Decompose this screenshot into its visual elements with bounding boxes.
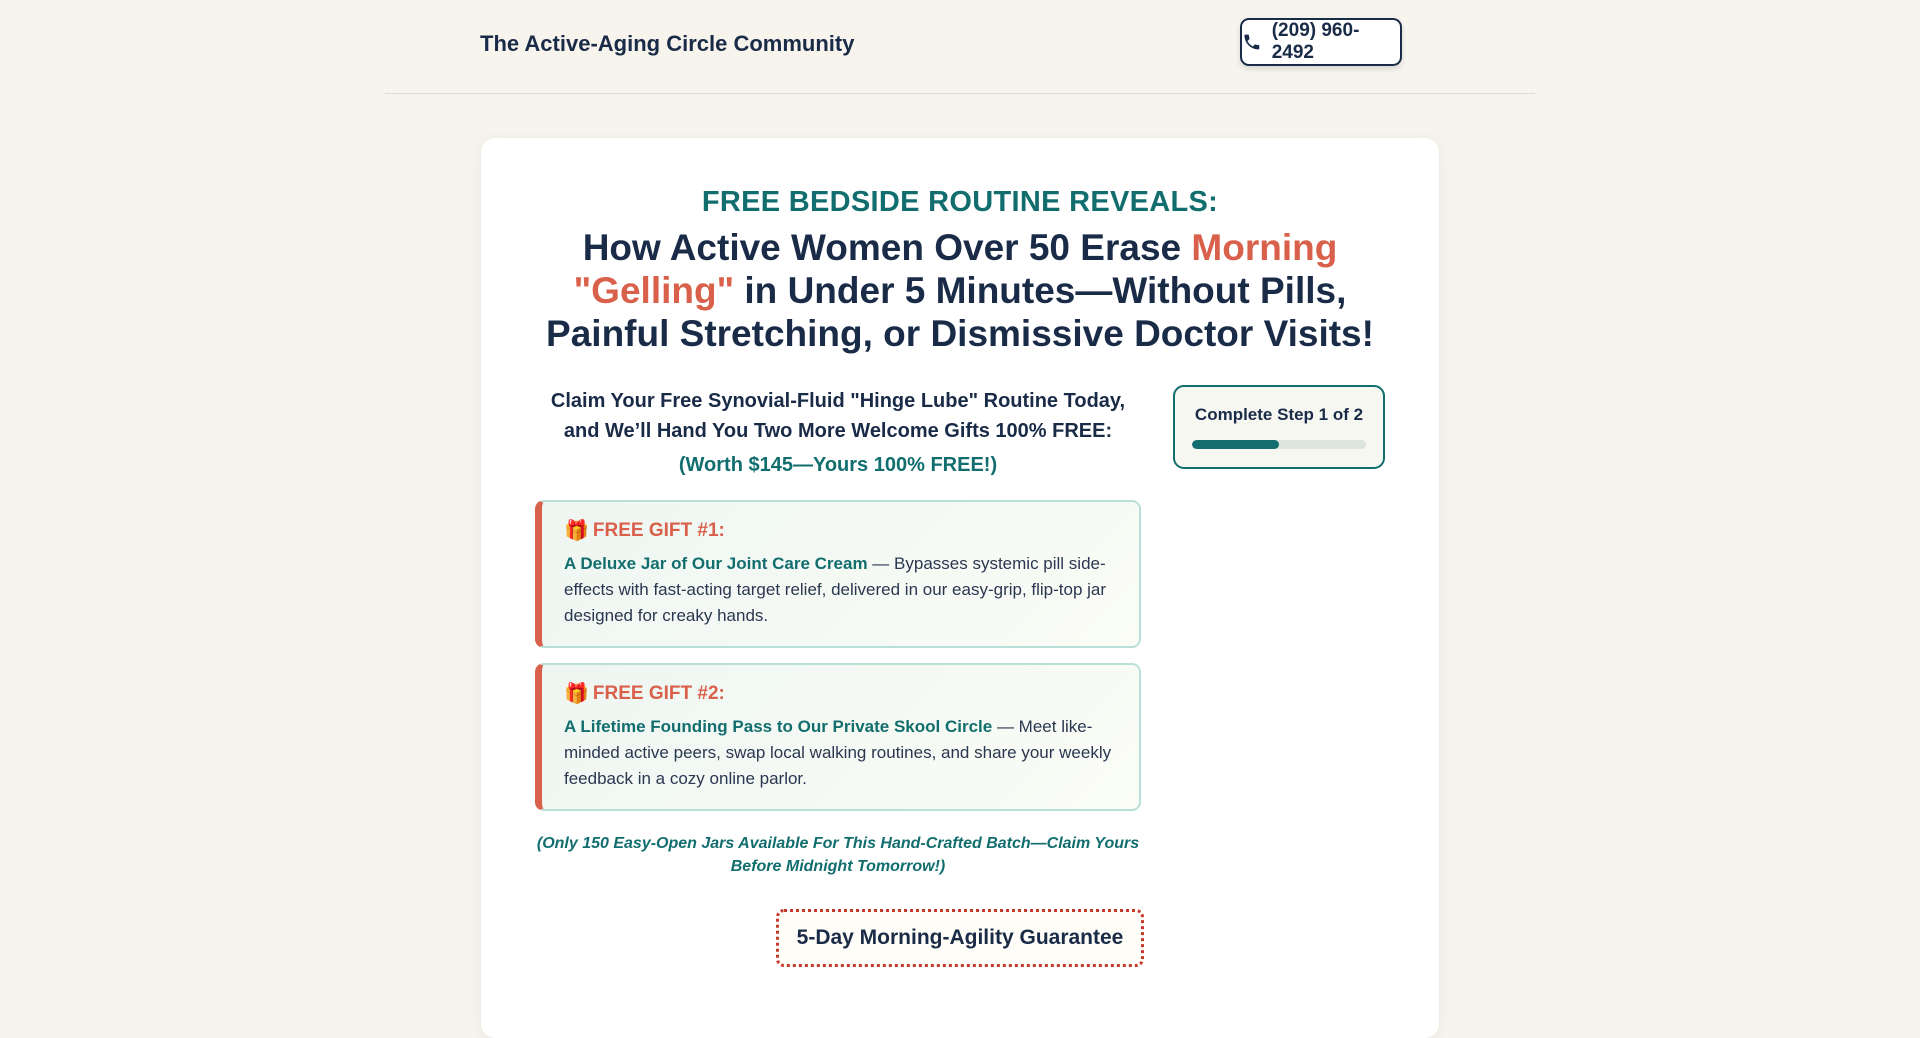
brand-name: The Active-Aging Circle Community [480, 31, 855, 56]
progress-widget [1173, 385, 1385, 469]
gift-body-2 [564, 714, 1113, 792]
gift-card-1 [535, 500, 1141, 648]
scarcity-note: (Only 150 Easy-Open Jars Available For This Hand-Crafted Batch—Claim Yours Before Midnight Tomorrow!) [536, 835, 1140, 875]
gift-body-1 [564, 551, 1113, 629]
gift-icon: 🎁 [564, 520, 589, 542]
offer-card [481, 138, 1439, 1038]
guarantee-badge: 5-Day Morning-Agility Guarantee [776, 909, 1144, 967]
phone-icon [1242, 32, 1262, 52]
headline-highlight: Morning "Gelling" [573, 227, 1338, 311]
subheadline: Claim Your Free Synovial-Fluid "Hinge Lube" Routine Today, and We’ll Hand You Two More Welcome Gifts 100% FREE: [550, 390, 1126, 442]
gift-name-1: A Deluxe Jar of Our Joint Care Cream [564, 554, 868, 573]
headline-post: in Under 5 Minutes—Without Pills, Painful Stretching, or Dismissive Doctor Visits! [546, 270, 1374, 354]
progress-fill [1192, 440, 1279, 449]
gift-title-text-1: FREE GIFT #1: [592, 519, 725, 541]
gift-icon: 🎁 [564, 683, 589, 705]
phone-number: (209) 960-2492 [1271, 20, 1360, 63]
progress-track [1192, 440, 1366, 449]
gift-name-2: A Lifetime Founding Pass to Our Private Skool Circle [564, 717, 993, 736]
kicker-text: FREE BEDSIDE ROUTINE REVEALS: [701, 186, 1219, 218]
page-headline [545, 226, 1375, 355]
gift-title-text-2: FREE GIFT #2: [592, 682, 725, 704]
gift-title-2 [564, 681, 1113, 706]
site-header [385, 0, 1535, 94]
gift-desc-2: — Meet like-minded active peers, swap local walking routines, and share your weekly feedback in a cozy online parlor. [564, 717, 1112, 788]
headline-pre: How Active Women Over 50 Erase [582, 227, 1192, 268]
worth-text: (Worth $145—Yours 100% FREE!) [678, 454, 998, 476]
gift-desc-1: — Bypasses systemic pill side-effects with fast-acting target relief, delivered in our easy-grip, flip-top jar designed for creaky hands. [564, 554, 1107, 625]
phone-button[interactable] [1240, 18, 1402, 66]
progress-label: Complete Step 1 of 2 [1194, 405, 1364, 424]
gift-title-1 [564, 518, 1113, 543]
gift-card-2 [535, 663, 1141, 811]
offer-column [535, 386, 1141, 878]
